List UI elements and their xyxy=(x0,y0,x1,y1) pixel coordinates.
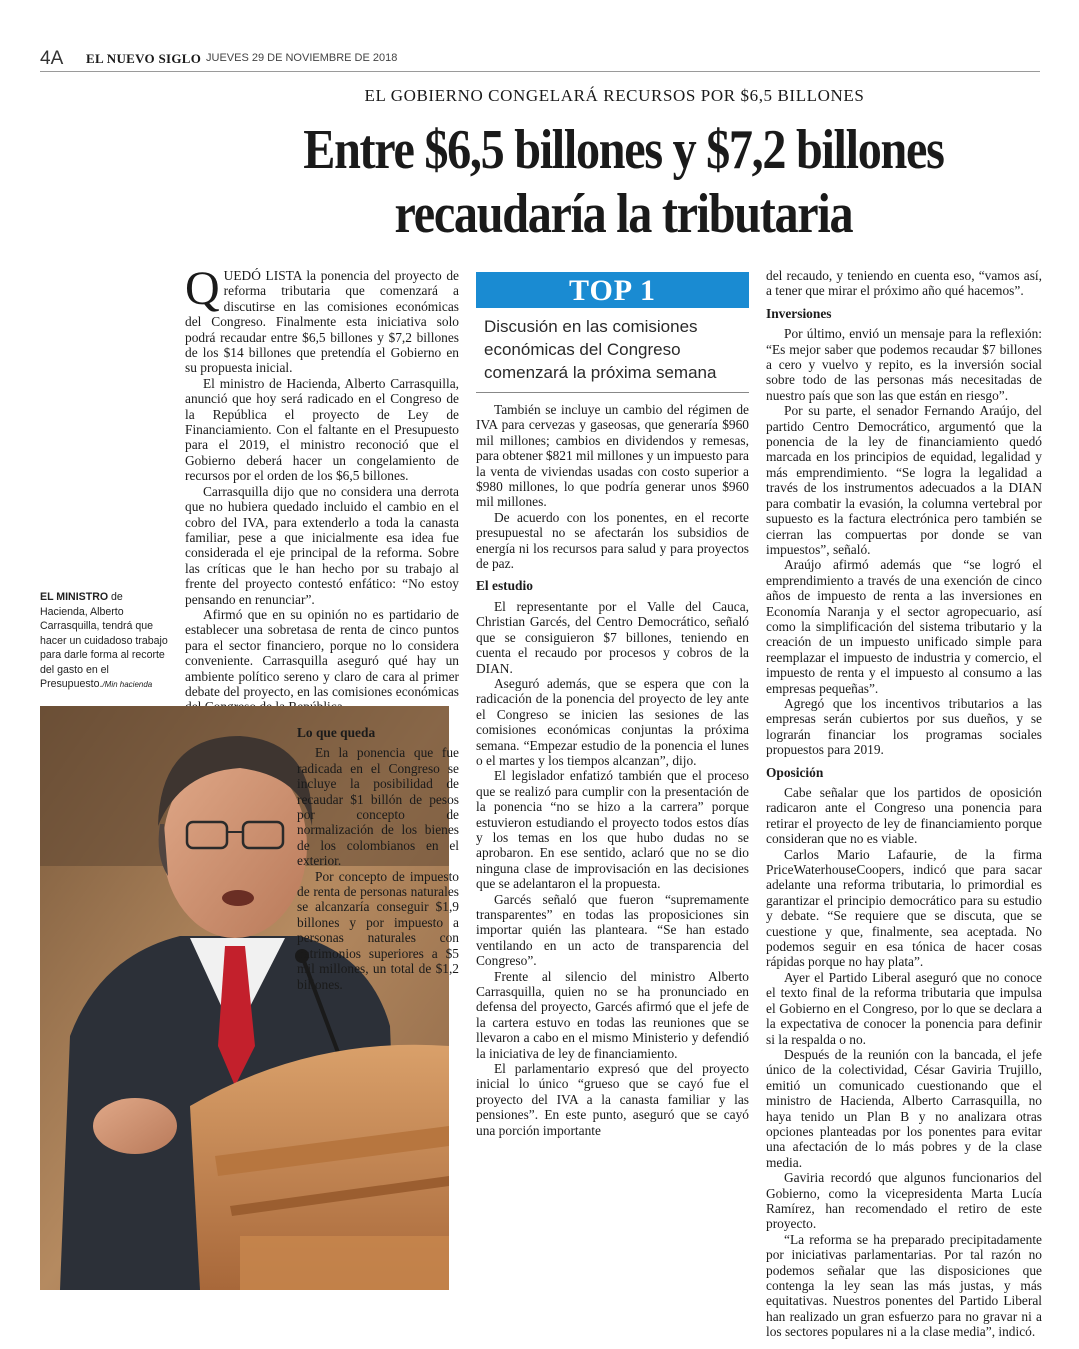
photo-credit: /Min hacienda xyxy=(102,680,153,689)
photo-caption xyxy=(40,590,168,693)
article-column-1b xyxy=(297,718,459,992)
paragraph: Frente al silencio del ministro Alberto Carrasquilla, quien no se ha pronunciado en defensa del proyecto, Garcés afirmó que el jefe de la cartera estuvo en todas las reuniones que se llevaron a cabo en el mismo Ministerio y defendió la iniciativa de ley de financiamiento. xyxy=(476,968,749,1061)
paragraph: Afirmó que en su opinión no es partidario de establecer una sobretasa de renta de cinco puntos para el sector financiero, porque no lo considera conveniente. Carrasquilla aseguró qué hay un ambiente político sereno y claro de cara al primer debate del proyecto, en las comisiones económicas xyxy=(185,606,459,699)
subhead-inversiones: Inversiones xyxy=(766,305,832,321)
paragraph: El representante por el Valle del Cauca, Christian Garcés, del Centro Democrático, señaló que se consiguieron $7 billones, teniendo en cuenta el recaudo por procesos y cobros de la DIAN. xyxy=(476,598,749,676)
paragraph: Ayer el Partido Liberal aseguró que no conoce el texto final de la reforma tributaria que impulsa el Gobierno en el Congreso, por lo que se declara a la expectativa de conocer la ponencia para definir si la respalda o no. xyxy=(766,969,1042,1047)
paragraph: Araújo afirmó además que “se logró el emprendimiento a través de una exención de cinco años de impuesto de renta a las inversiones en Economía Naranja y el sector agropecuario, así como la simplificación del sistema tributario y la creación de un impuesto unificado simple para reemplazar el impuesto de industria y comercio, el impuesto de renta y el impuesto al consumo a las empresas pequeñas”. xyxy=(766,557,1042,696)
paragraph: El ministro de Hacienda, Alberto Carrasquilla, anunció que hoy será radicado en el Congreso de la República el proyecto de Ley de Financiamiento. Con el faltante en el Presupuesto para el 2019, el ministro reconoció que el Gobierno deberá hacer un congelamiento de recursos por el orden de los $6,5 billones. xyxy=(185,375,459,484)
kicker: EL GOBIERNO CONGELARÁ RECURSOS POR $6,5 BILLONES xyxy=(364,86,865,105)
subhead-el-estudio: El estudio xyxy=(476,578,533,594)
caption-lead: EL MINISTRO xyxy=(40,591,109,603)
article-column-1 xyxy=(185,262,459,715)
paragraph: En la ponencia que fue radicada en el Congreso se incluye la posibilidad de recaudar $1 billón de pesos por concepto de normalización de los bienes de los colombianos en el exterior. xyxy=(297,745,459,869)
drop-cap: Q xyxy=(185,262,220,315)
page-number: 4A xyxy=(40,48,64,69)
paragraph: Carrasquilla dijo que no considera una derrota que no hubiera quedado incluido el cambio en el cobro del IVA, para extenderlo a toda la canasta familiar, pese a que inicialmente esa idea fue considerada el eje principal de la reforma. Sobre las críticas que le han hecho por su trabajo al frente del proyecto contestó enfático: “No estoy pensando en renunciar”. xyxy=(185,483,459,607)
top1-deck: Discusión en las comisiones económicas del Congreso comenzará la próxima semana xyxy=(484,317,717,382)
paragraph: El parlamentario expresó que del proyecto inicial lo único “grueso que se cayó fue el proyecto del IVA a la canasta familiar y las pensiones”. En este punto, aseguró que se cayó una porción importante xyxy=(476,1061,749,1138)
article-column-3 xyxy=(766,268,1042,1340)
headline xyxy=(91,118,1019,246)
paragraph: De acuerdo con los ponentes, en el recorte presupuestal no se afectarán los subsidios de energía ni los recursos para salud y para proyectos de paz. xyxy=(476,509,749,572)
article-column-2 xyxy=(476,402,749,1138)
divider xyxy=(476,392,749,393)
top1-label: TOP 1 xyxy=(476,272,749,308)
paragraph: El legislador enfatizó también que el proceso que se realizó para cumplir con la presentación de la ponencia “no se hizo a la carrera” porque estuvieron estudiando el proyecto todos estos días y los temas en los que hubo dudas no se aprobaron. En ese sentido, aclaró que no se dio ninguna clase de improvisación en las decisiones que se adelantaron el la propuesta. xyxy=(476,768,749,892)
paragraph: También se incluye un cambio del régimen de IVA para cervezas y gaseosas, que generaría $960 mil millones; cambios en dividendos y remesas, para obtener $821 mil millones y un impuesto para la venta de viviendas usadas con costo superior a $980 millones, lo que podría generar unos $960 mil millones. xyxy=(476,402,749,510)
paragraph: Por concepto de impuesto de renta de personas naturales se alcanzaría conseguir $1,9 billones y por impuesto a personas naturales con patrimonios superiores a $5 mil millones, un total de $1,2 billones. xyxy=(297,868,459,992)
page-header xyxy=(40,46,1040,72)
issue-date: JUEVES 29 DE NOVIEMBRE DE 2018 xyxy=(206,52,398,64)
paragraph: Garcés señaló que fueron “supremamente transparentes” en todas las proposiciones sin importar quién las planteara. “Se han estado ventilando en un acto de transparencia del Congreso”. xyxy=(476,891,749,969)
paragraph: “La reforma se ha preparado precipitadamente por iniciativas parlamentarias. Por tal razón no podemos señalar que las disposiciones que contenga la ley sean las más justas, y más equitativas. Nuestros ponentes del Partido Liberal han realizado un gran esfuerzo para no gravar ni a los sectores populares ni a la clase media”, indicó. xyxy=(766,1231,1042,1340)
paragraph: Gaviria recordó que algunos funcionarios del Gobierno, como la vicepresidenta Marta Lucía Ramírez, han recomendado el retiro de este proyecto. xyxy=(766,1170,1042,1232)
paragraph: del recaudo, y teniendo en cuenta eso, “vamos así, a tener que mirar el próximo año qué hacemos”. xyxy=(766,268,1042,299)
newspaper-name: EL NUEVO SIGLO xyxy=(86,51,202,66)
paragraph: Por último, envió un mensaje para la reflexión: “Es mejor saber que podemos recaudar $7 billones a cero y vuelvo y repito, es la inversión social sobre todo de las personas más necesitadas de nuestro país que son las que están en riesgo”. xyxy=(766,326,1042,403)
paragraph: Después de la reunión con la bancada, el jefe único de la colectividad, César Gaviria Trujillo, emitió un comunicado cuestionando que el ministro de Hacienda, Alberto Carrasquilla, no haya tenido un Plan B y no analizara otras opciones planteadas por los ponentes para evitar una afectación de lo más pobres y de la clase media. xyxy=(766,1046,1042,1170)
headline-line-1: Entre $6,5 billones y $7,2 billones xyxy=(303,119,944,181)
paragraph: Por su parte, el senador Fernando Araújo, del partido Centro Democrático, argumentó que la ponencia de la ley de financiamiento quedó marcada en los principios de equidad, legalidad y más emprendimiento. “Se logra la legalidad a través de los instrumentos adecuados a la DIAN para combatir la evasión, la columna vertebral por supuesto es la factura electrónica pero también se cierran las compuertas por donde se van impuestos”, señaló. xyxy=(766,403,1042,557)
paragraph: Cabe señalar que los partidos de oposición radicaron ante el Congreso una ponencia para retirar el proyecto de ley de financiamiento porque consideran que no es viable. xyxy=(766,785,1042,847)
paragraph: Carlos Mario Lafaurie, de la firma PriceWaterhouseCoopers, indicó que para sacar adelante una reforma tributaria, lo primordial es garantizar el principio democrático para su estudio y debate. “Se requiere que se discuta, que se cuestione y que, finalmente, sea aceptada. No podemos seguir en esa tónica de hacer cosas rápidas porque no hay plata”. xyxy=(766,846,1042,970)
paragraph: Aseguró además, que se espera que con la radicación de la ponencia del proyecto de ley ante el Congreso se inicien las sesiones de las comisiones económicas conjuntas la próxima semana. “Empezar estudio de la ponencia el lunes o el martes y los tiempos alcanzan”, dijo. xyxy=(476,675,749,768)
caption-text: de Hacienda, Alberto Carrasquilla, tendrá que hacer un cuidadoso trabajo para darle forma al recorte del gasto en el Presupuesto. xyxy=(40,591,168,690)
headline-line-2: recaudaría la tributaria xyxy=(394,183,853,245)
paragraph xyxy=(185,262,459,376)
paragraph-text: UEDÓ LISTA la ponencia del proyecto de reforma tributaria que comenzará a discutirse en las comisiones económicas del Congreso. Finalmente esta iniciativa solo podrá recaudar entre $6,5 billones y $7,2 billones de los $14 billones que pretendía el Gobierno en su propuesta inicial. xyxy=(185,268,459,376)
paragraph: Agregó que los incentivos tributarios a las empresas serán cubiertos por sus dueños, y se lograrán financiar los programas sociales propuestos para 2019. xyxy=(766,695,1042,758)
subhead-lo-que-queda: Lo que queda xyxy=(297,725,376,740)
subhead-oposicion: Oposición xyxy=(766,764,824,780)
